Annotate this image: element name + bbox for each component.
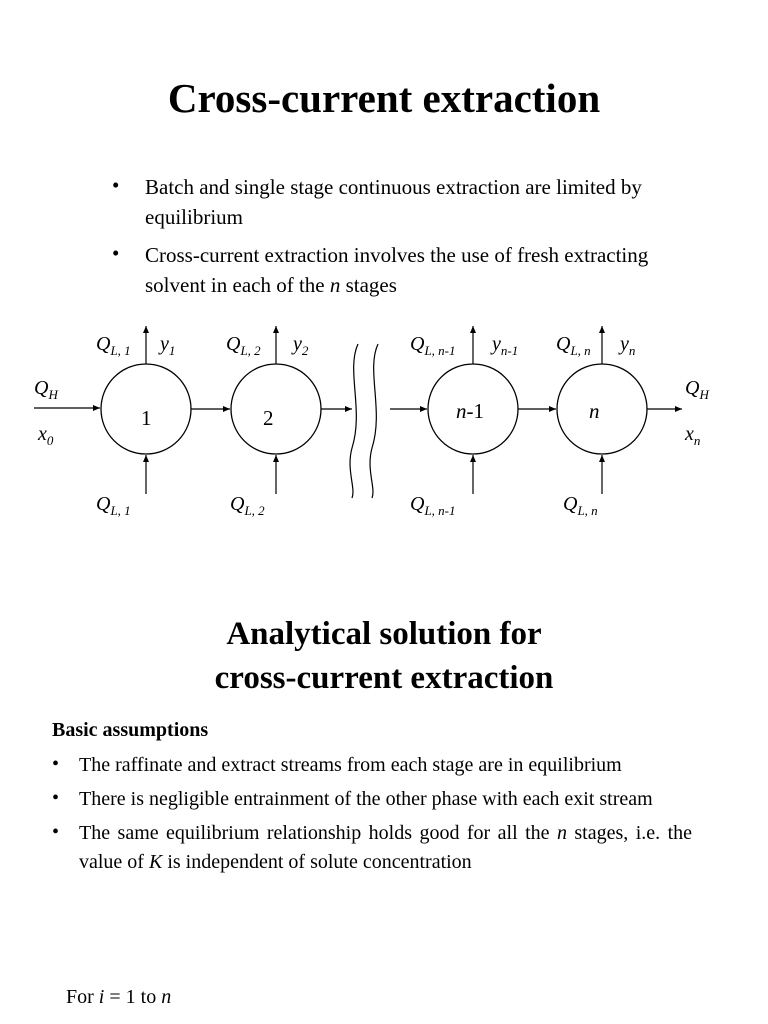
- solvent-flow-label: $Q_{L, 2}$: [230, 493, 265, 518]
- index-range-text: For i = 1 to n: [66, 986, 172, 1008]
- stage-label: n-1: [456, 399, 484, 423]
- assumption-text: The raffinate and extract streams from each stage are in equilibrium: [79, 754, 622, 776]
- extract-flow-label: $Q_{L, 1}$: [96, 333, 131, 358]
- bullet-text: Batch and single stage continuous extraction are limited by equilibrium: [145, 175, 642, 229]
- outlet-conc-label: $x_n$: [685, 423, 701, 448]
- bullet-item: [112, 240, 672, 300]
- assumption-text: There is negligible entrainment of the other phase with each exit stream: [79, 788, 653, 810]
- stage-circle: [231, 364, 321, 454]
- section-title: Analytical solution for cross-current extraction: [214, 616, 554, 696]
- extract-flow-label: $Q_{L, n-1}$: [410, 333, 456, 358]
- intro-bullet-list: [112, 172, 672, 308]
- extract-flow-label: $Q_{L, n}$: [556, 333, 591, 358]
- solvent-flow-label: $Q_{L, n-1}$: [410, 493, 456, 518]
- extract-conc-label: $y_1$: [160, 333, 176, 358]
- break-symbol: [350, 344, 358, 498]
- inlet-flow-label: $Q_H$: [34, 377, 58, 402]
- extract-flow-label: $Q_{L, 2}$: [226, 333, 261, 358]
- solvent-flow-label: $Q_{L, 1}$: [96, 493, 131, 518]
- assumption-text: The same equilibrium relationship holds good for all the n stages, i.e. the value of K is independent of solute concentration: [79, 822, 693, 873]
- inlet-conc-label: $x_0$: [38, 423, 54, 448]
- outlet-flow-label: $Q_H$: [685, 377, 709, 402]
- stage-circle: [557, 364, 647, 454]
- assumptions-section: [52, 716, 692, 882]
- stage-label: n: [589, 399, 600, 423]
- bullet-icon: •: [52, 821, 60, 843]
- bullet-icon: •: [52, 787, 60, 809]
- bullet-item: [112, 172, 672, 232]
- extract-conc-label: $y_n$: [620, 333, 636, 358]
- slide-title: Cross-current extraction: [167, 75, 601, 121]
- assumptions-heading: Basic assumptions: [52, 719, 209, 741]
- bullet-text: Cross-current extraction involves the use of fresh extracting solvent in each of the n stages: [145, 243, 649, 297]
- assumption-item: [52, 819, 692, 877]
- assumption-item: [52, 751, 692, 780]
- assumption-item: [52, 785, 692, 814]
- extract-conc-label: $y_{n-1}$: [492, 333, 519, 358]
- stage-label: 2: [263, 406, 274, 430]
- break-symbol: [370, 344, 378, 498]
- stage-label: 1: [141, 406, 152, 430]
- cross-current-diagram: [0, 318, 768, 528]
- extract-conc-label: $y_2$: [293, 333, 309, 358]
- solvent-flow-label: $Q_{L, n}$: [563, 493, 598, 518]
- bullet-icon: •: [112, 173, 120, 197]
- bullet-icon: •: [52, 753, 60, 775]
- bullet-icon: •: [112, 241, 120, 265]
